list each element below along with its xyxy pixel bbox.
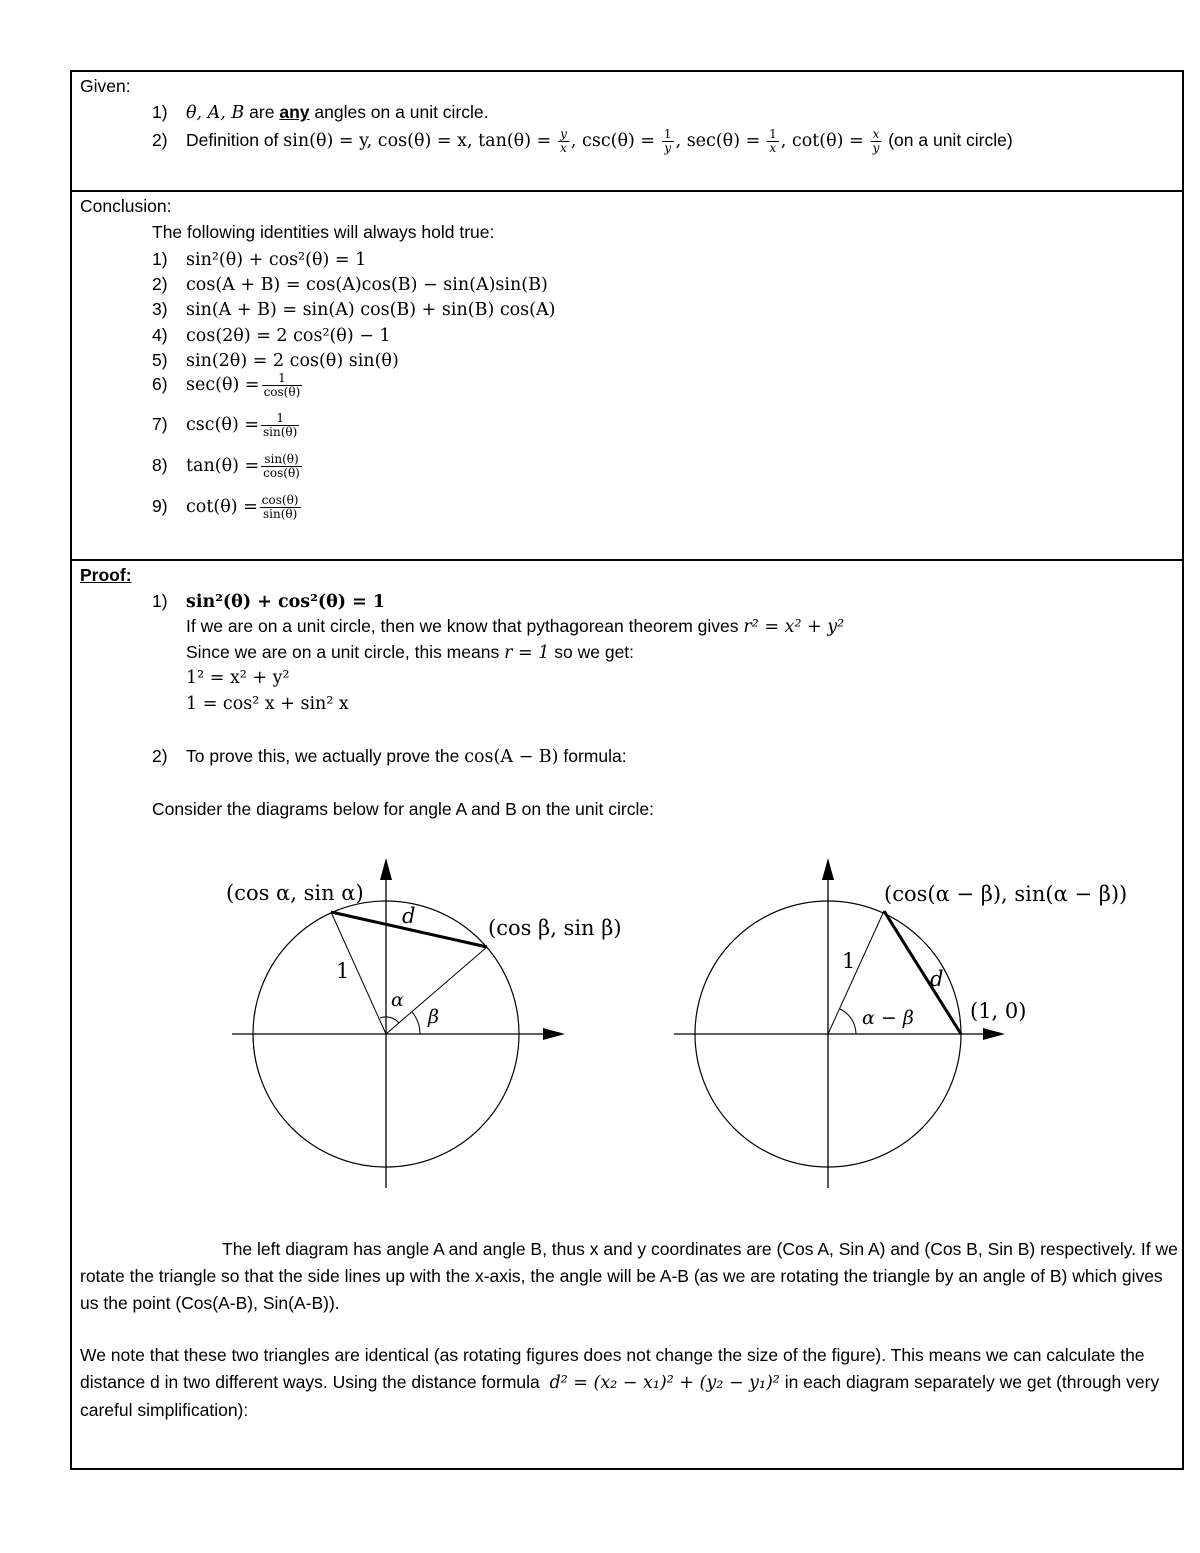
left-diagram [226, 858, 622, 1188]
identity-3: 3) sin(A + B) = sin(A) cos(B) + sin(B) cos(A) [152, 299, 556, 320]
right-d-label: d [930, 967, 944, 991]
identity-8: 8) tan(θ) = $\frac{\sin(\theta)}{\cos(\theta)}$ [152, 452, 300, 480]
given-item-2-tail: (on a unit circle) [888, 130, 1013, 151]
cot-label: , cot(θ) = [780, 131, 864, 152]
conclusion-intro: The following identities will always hold true: [152, 222, 495, 242]
csc-fraction: $\frac{1}{y}$ [663, 127, 672, 155]
cot-fraction: $\frac{x}{y}$ [872, 127, 880, 155]
left-alpha-arc [380, 1017, 399, 1023]
given-item-1-are: are [249, 102, 275, 122]
proof-1-line-2: Since we are on a unit circle, this means r = 1 so we get: [186, 642, 635, 663]
left-alpha-label: α [391, 989, 404, 1011]
proof-consider: Consider the diagrams below for angle A and B on the unit circle: [152, 799, 654, 819]
proof-1-line-3: 1² = x² + y² [186, 668, 290, 688]
unit-circle-diagrams [0, 848, 1200, 1208]
right-one-label: 1 [842, 949, 856, 973]
given-item-2-number: 2) [152, 130, 168, 151]
proof-paragraph-2: We note that these two triangles are identical (as rotating figures does not change the size of the figure). This means we can calculate the distance d in two different ways. Using the distance formula d² = (x₂ − x₁)² + (y₂ − y₁)² in each diagram separately we get (through very careful simplification): [80, 1345, 1160, 1420]
divider-conclusion [72, 559, 1182, 561]
proof-paragraph-1: The left diagram has angle A and angle B, thus x and y coordinates are (Cos A, Sin A) and (Cos B, Sin B) respectively. If we rotate the triangle so that the side lines up with the x-axis, the angle will be A-B (as we are rotating the triangle by an angle of B) which gives us the point (Cos(A-B), Sin(A-B)). [80, 1239, 1178, 1313]
given-item-1 [152, 102, 489, 123]
identity-9: 9) cot(θ) = $\frac{\cos(\theta)}{\sin(\theta)}$ [152, 493, 299, 521]
conclusion-heading: Conclusion: [80, 196, 172, 216]
right-x-arrow [983, 1028, 1005, 1040]
given-item-1-math: θ, A, B [186, 103, 245, 123]
left-one-label: 1 [336, 959, 350, 983]
proof-2-title: 2) To prove this, we actually prove the cos(A − B) formula: [152, 746, 627, 767]
csc-label: , csc(θ) = [570, 131, 656, 152]
right-point-top-label: (cos(α − β), sin(α − β)) [884, 882, 1128, 906]
left-beta-label: β [428, 1006, 439, 1028]
left-beta-arc [412, 1012, 420, 1034]
identity-6: 6) sec(θ) = $\frac{1}{\cos(\theta)}$ [152, 371, 301, 399]
identity-5: 5) sin(2θ) = 2 cos(θ) sin(θ) [152, 350, 399, 371]
sec-fraction: $\frac{1}{x}$ [769, 127, 777, 155]
identity-1: 1) sin²(θ) + cos²(θ) = 1 [152, 249, 367, 270]
given-heading: Given: [80, 76, 131, 96]
right-angle-arc [840, 1009, 856, 1034]
given-item-2 [152, 128, 1013, 155]
given-item-1-any: any [279, 102, 310, 122]
identity-4: 4) cos(2θ) = 2 cos²(θ) − 1 [152, 325, 391, 346]
left-x-arrow [543, 1028, 565, 1040]
given-item-1-number: 1) [152, 102, 168, 122]
identity-2: 2) cos(A + B) = cos(A)cos(B) − sin(A)sin(B) [152, 274, 548, 295]
tan-fraction: $\frac{y}{x}$ [560, 127, 567, 155]
proof-1-line-1: If we are on a unit circle, then we know that pythagorean theorem gives r² = x² + y² [186, 616, 845, 637]
sec-label: , sec(θ) = [675, 131, 761, 152]
proof-1-line-4: 1 = cos² x + sin² x [186, 694, 349, 714]
right-diagram [674, 858, 1127, 1188]
right-point-one-zero-label: (1, 0) [970, 999, 1027, 1023]
given-item-2-lead: Definition of [186, 130, 279, 151]
identity-7: 7) csc(θ) = $\frac{1}{\sin(\theta)}$ [152, 411, 298, 439]
left-point-a-label: (cos α, sin α) [226, 881, 364, 905]
given-item-2-defs: sin(θ) = y, cos(θ) = x, tan(θ) = [283, 131, 552, 152]
given-item-1-rest: angles on a unit circle. [314, 102, 489, 122]
right-y-arrow [822, 858, 834, 880]
divider-given [72, 190, 1182, 192]
left-y-arrow [380, 858, 392, 880]
left-d-label: d [402, 904, 416, 928]
proof-1-title: 1) sin²(θ) + cos²(θ) = 1 [152, 591, 386, 612]
right-angle-label: α − β [862, 1007, 914, 1029]
left-point-b-label: (cos β, sin β) [488, 916, 622, 940]
proof-heading: Proof: [80, 565, 132, 585]
